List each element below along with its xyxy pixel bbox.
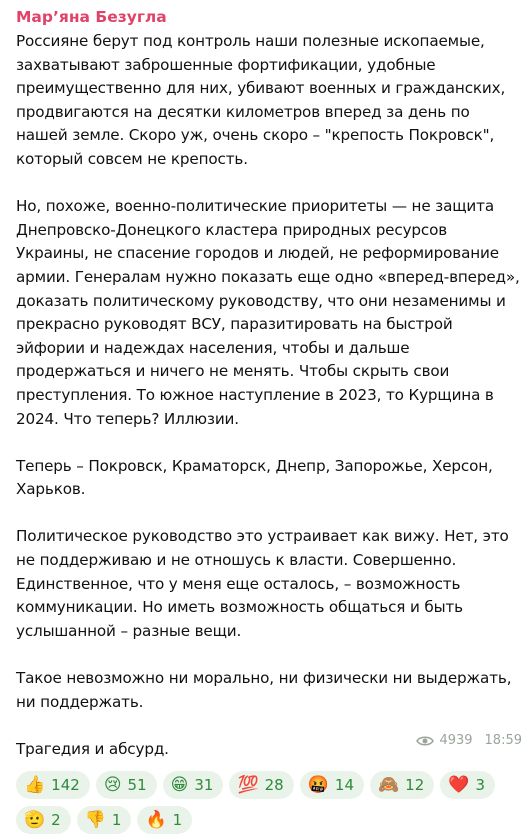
pointing-hand-icon: 🫡 [24,809,46,830]
reaction-hundred-points[interactable] [229,771,293,799]
message-paragraph: Политическое руководство это устраивает как вижу. Нет, это не поддерживаю и не отношусь к власти. Совершенно. Единственное, что у меня еще осталось, – возможность коммуникации. Но иметь возможность общаться и быть услышанной – разные вещи. [16,527,509,640]
reaction-thumbs-down[interactable] [77,806,132,834]
reaction-count: 3 [475,776,485,795]
reaction-cursing-face[interactable] [300,771,364,799]
see-no-evil-monkey-icon: 🙈 [378,774,400,795]
cursing-face-icon: 🤬 [307,774,329,795]
message-time: 18:59 [484,733,522,748]
thumbs-up-icon: 👍 [24,774,46,795]
red-heart-icon: ❤️ [448,774,470,795]
reaction-count: 2 [51,811,61,830]
view-count: 4939 [439,733,473,748]
reaction-see-no-evil-monkey[interactable] [370,771,434,799]
reaction-crying-face[interactable] [96,771,157,799]
reaction-fire[interactable] [137,806,192,834]
message-text [16,30,522,761]
reaction-count: 51 [127,776,147,795]
author-name[interactable]: Мар’яна Безугла [16,8,167,26]
eye-icon [416,735,434,747]
grinning-face-icon: 😁 [170,774,189,795]
message-paragraph: Россияне берут под контроль наши полезные ископаемые, захватывают заброшенные фортификации, удобные преимущественно для них, убивают военных и гражданских, продвигаются на десятки километров вперед за день по нашей земле. Скоро уж, очень скоро – "крепость Покровск", который совсем не крепость. [16,32,506,168]
reaction-count: 14 [334,776,354,795]
message-paragraph: Такое невозможно ни морально, ни физически ни выдержать, ни поддержать. [16,669,512,711]
reaction-count: 1 [172,811,183,830]
reactions-bar [16,771,526,834]
reaction-count: 31 [194,776,214,795]
reaction-count: 1 [111,811,122,830]
message-paragraph: Но, похоже, военно-политические приоритеты — не защита Днепровско-Донецкого кластера природных ресурсов Украины, не спасение городов и людей, не реформирование армии. Генералам нужно показать еще одно «вперед-вперед», доказать политическому руководству, что они незаменимы и прекрасно руководят ВСУ, паразитировать на быстрой эйфории и надеждах населения, чтобы и дальше продержаться и ничего не менять. Чтобы скрыть свои преступления. То южное наступление в 2023, то Курщина в 2024. Что теперь? Иллюзии. [16,197,520,428]
reaction-grinning-face[interactable] [163,771,224,799]
reaction-count: 12 [405,776,425,795]
reaction-pointing-hand[interactable] [16,806,71,834]
message-paragraph: Трагедия и абсурд. [16,739,169,758]
crying-face-icon: 😢 [103,774,122,795]
message-paragraph: Теперь – Покровск, Краматорск, Днепр, Запорожье, Херсон, Харьков. [16,456,493,499]
reaction-count: 28 [264,776,284,795]
reaction-thumbs-up[interactable] [16,771,90,799]
reaction-count: 142 [51,776,80,795]
thumbs-down-icon: 👎 [84,809,106,830]
message-meta [416,733,522,748]
hundred-points-icon: 💯 [237,774,259,795]
reaction-red-heart[interactable] [440,771,495,799]
fire-icon: 🔥 [145,809,167,830]
